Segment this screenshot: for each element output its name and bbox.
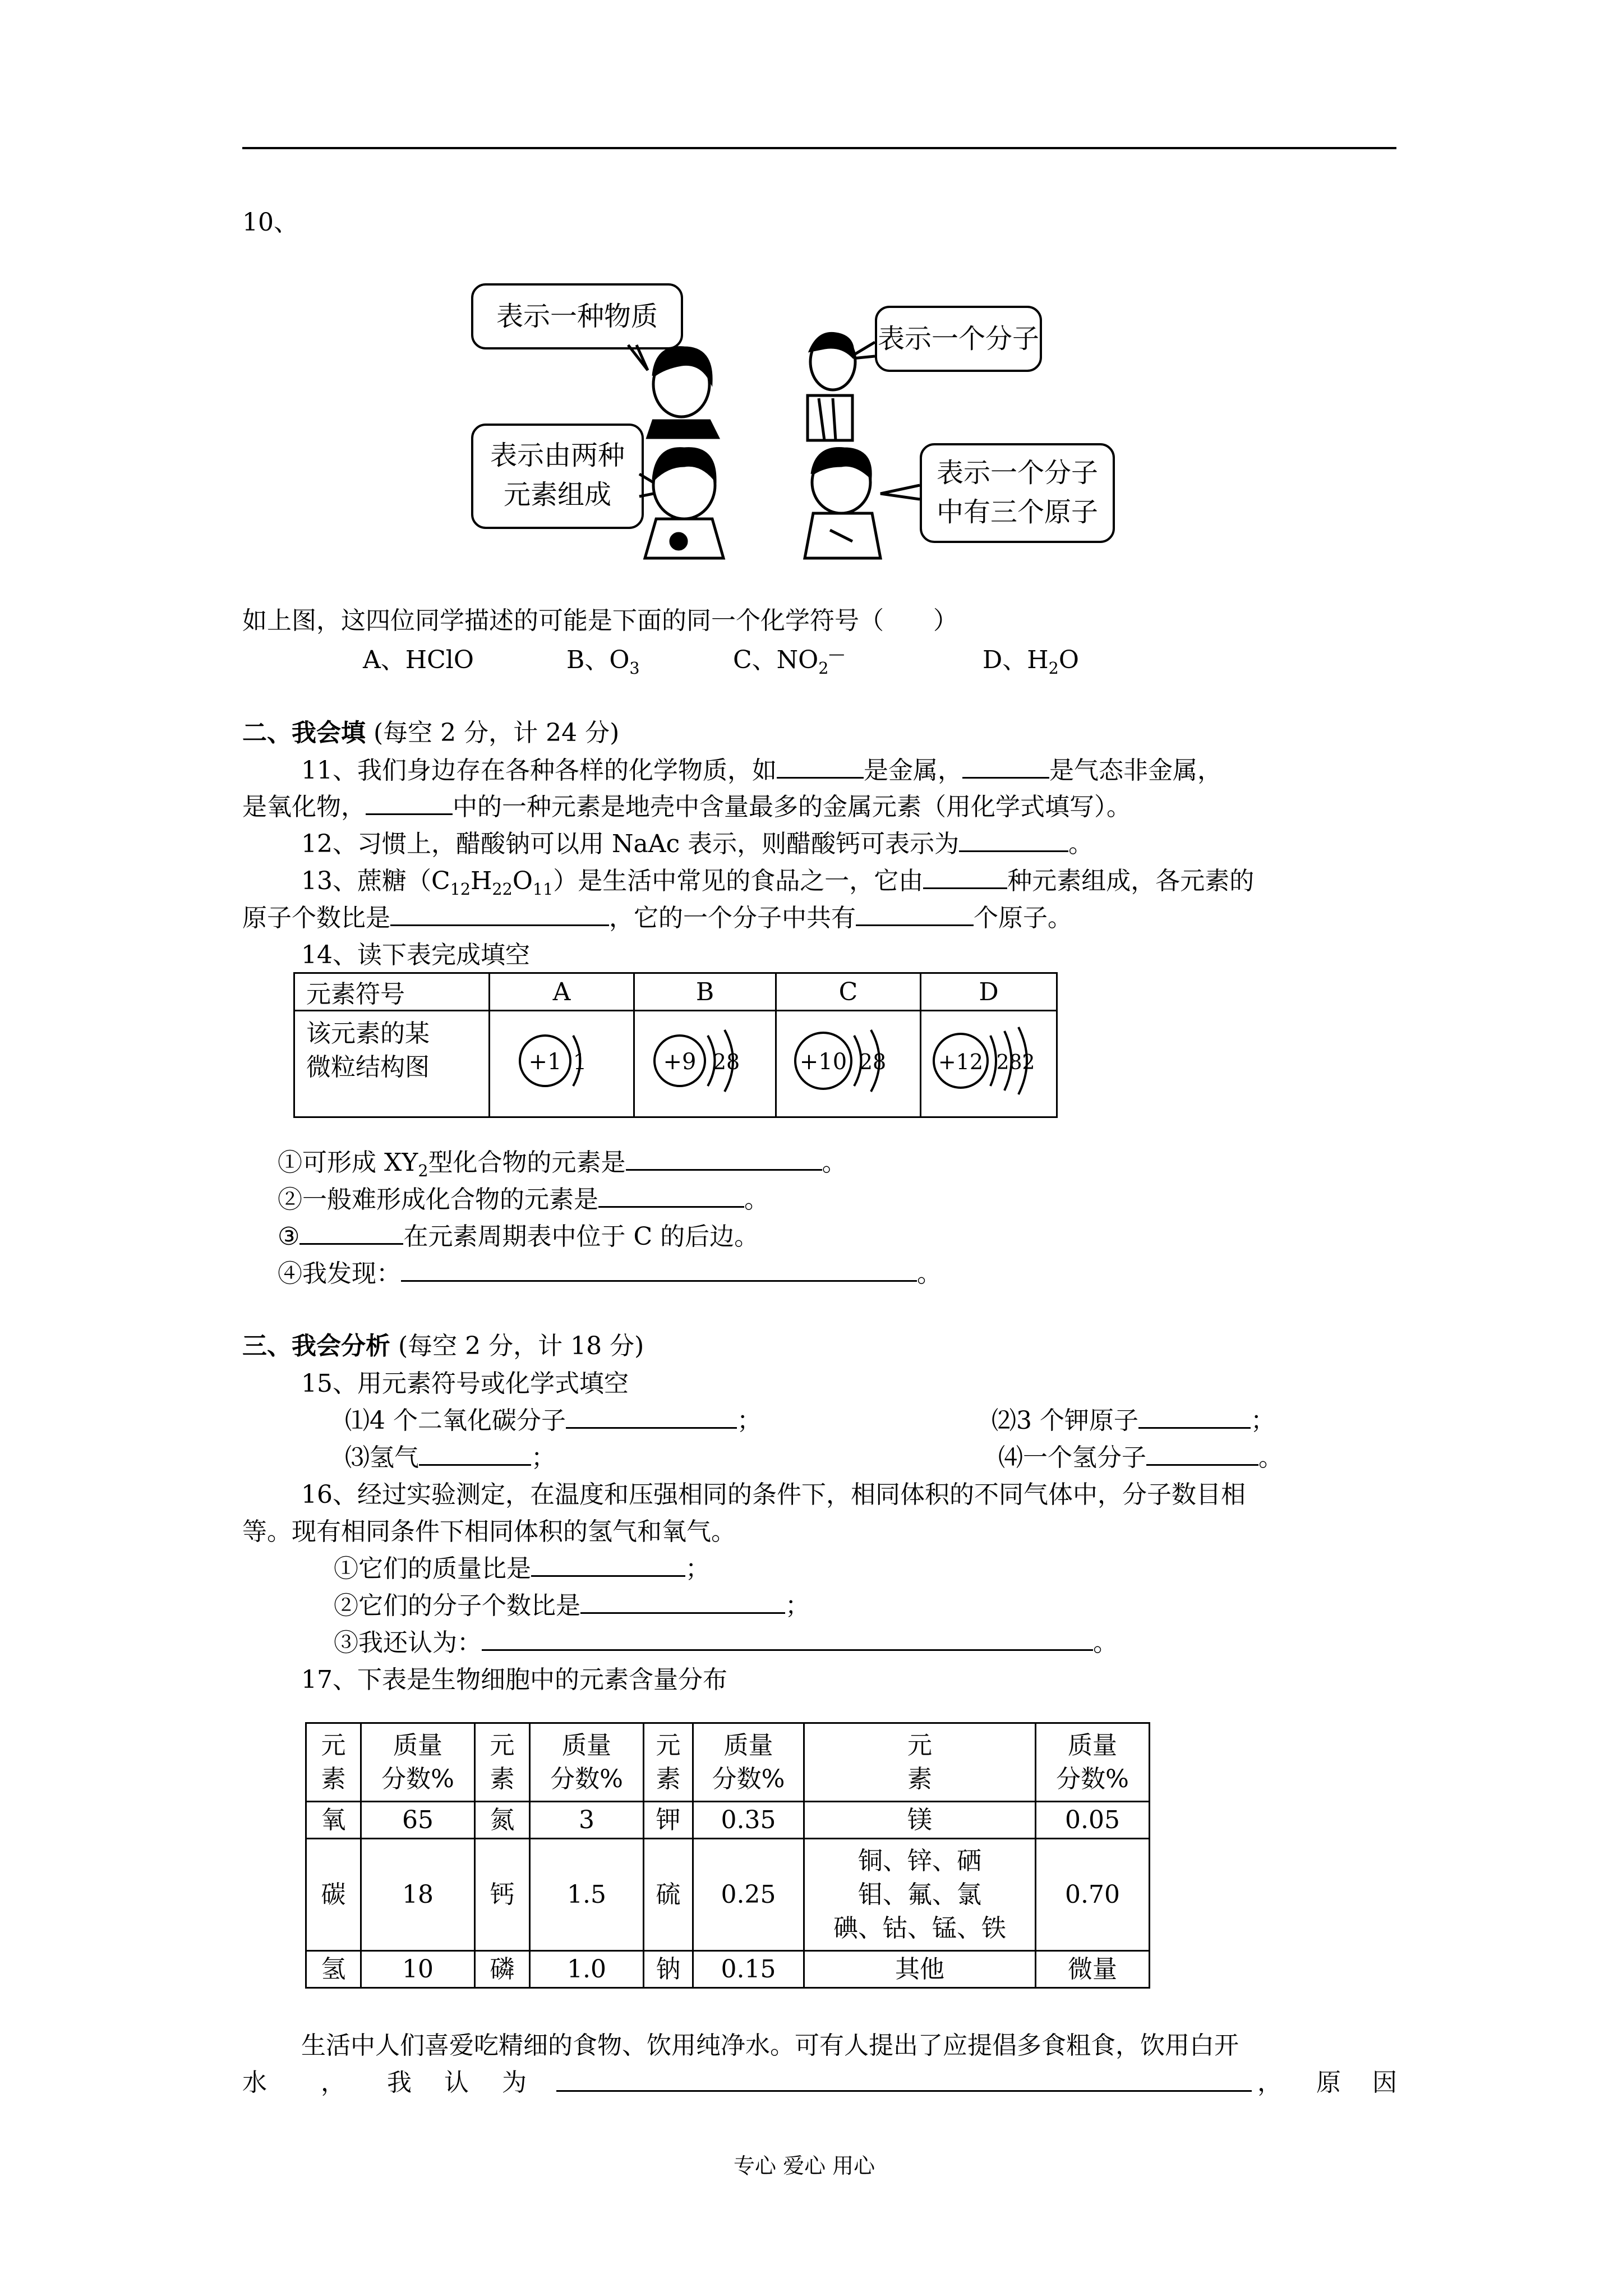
table-header-b: B <box>634 973 776 1011</box>
student-3 <box>645 449 723 558</box>
cell-element-table <box>305 1722 1150 1989</box>
th-element-4: 元 素 <box>804 1723 1036 1802</box>
cell: 镁 <box>804 1802 1036 1839</box>
cell: 1.0 <box>530 1951 644 1988</box>
atom-structure-b <box>634 1011 776 1117</box>
question-number-10: 10、 <box>242 208 298 237</box>
th-mass-3: 质量 分数% <box>693 1723 804 1802</box>
q16-blank-3: ③我还认为： 。 <box>334 1622 1118 1658</box>
table-header-a: A <box>490 973 634 1011</box>
cell: 钠 <box>644 1951 693 1988</box>
th-element-3: 元 素 <box>644 1723 693 1802</box>
atom-structure-a <box>490 1011 634 1117</box>
shells-a: 1 <box>573 1050 587 1074</box>
cell: 0.05 <box>1036 1802 1150 1839</box>
atom-structure-c <box>776 1011 921 1117</box>
th-element-2: 元 素 <box>475 1723 530 1802</box>
q15-blank-4: ⑷一个氢分子 。 <box>998 1437 1283 1473</box>
students-drawing <box>460 278 1172 572</box>
q16-blank-1: ①它们的质量比是 ； <box>334 1548 710 1584</box>
shells-d: 282 <box>996 1051 1035 1074</box>
atom-structure-d <box>921 1011 1057 1117</box>
cell: 钙 <box>475 1839 530 1951</box>
final-paragraph-line1: 生活中人们喜爱吃精细的食物、饮用纯净水。可有人提出了应提倡多食粗食，饮用白开 <box>301 2031 1239 2060</box>
cell: 18 <box>361 1839 475 1951</box>
bubble-two-elements: 表示由两种 元素组成 <box>471 424 644 529</box>
cell: 65 <box>361 1802 475 1839</box>
cell: 0.15 <box>693 1951 804 1988</box>
fill-3: ③ 在元素周期表中位于 C 的后边。 <box>278 1216 759 1252</box>
cell-trace-elements: 铜、锌、硒 钼、氟、氯 碘、钴、锰、铁 <box>804 1839 1036 1951</box>
fill-1: ①可形成 $XY_2$型化合物的元素是 。 <box>278 1142 847 1178</box>
cell: 钾 <box>644 1802 693 1839</box>
question-14: 14、读下表完成填空 <box>301 941 530 969</box>
fill-2: ②一般难形成化合物的元素是 。 <box>278 1179 769 1215</box>
table-row <box>306 1802 1150 1839</box>
question-12: 12、习惯上，醋酸钠可以用 NaAc 表示，则醋酸钙可表示为 。 <box>301 823 1093 859</box>
element-structure-table <box>293 972 1058 1118</box>
cell: 硫 <box>644 1839 693 1951</box>
nucleus-a: +1 <box>528 1049 561 1075</box>
table-row <box>306 1839 1150 1951</box>
section-3-heading: 三、我会分析 (每空 2 分，计 18 分) <box>242 1332 644 1360</box>
nucleus-d: +12 <box>938 1050 983 1074</box>
student-2 <box>808 333 855 440</box>
cell: 10 <box>361 1951 475 1988</box>
cell: 氧 <box>306 1802 361 1839</box>
section-2-heading: 二、我会填 (每空 2 分，计 24 分) <box>242 719 620 747</box>
table-header-d: D <box>921 973 1057 1011</box>
q16-blank-2: ②它们的分子个数比是 ； <box>334 1585 810 1621</box>
q15-blank-3: ⑶氢气 ； <box>345 1437 556 1473</box>
q15-blank-1: ⑴4 个二氧化碳分子 ； <box>345 1400 762 1436</box>
cell: 0.25 <box>693 1839 804 1951</box>
question-10-text: 如上图，这四位同学描述的可能是下面的同一个化学符号（ ） <box>242 606 958 635</box>
cell: 氮 <box>475 1802 530 1839</box>
student-4 <box>805 449 880 558</box>
question-16-line2: 等。现有相同条件下相同体积的氢气和氧气。 <box>242 1517 736 1546</box>
th-element-1: 元 素 <box>306 1723 361 1802</box>
cell: 微量 <box>1036 1951 1150 1988</box>
header-rule <box>242 147 1396 149</box>
shells-c: 28 <box>859 1050 886 1074</box>
q15-blank-2: ⑵3 个钾原子 ； <box>992 1400 1275 1436</box>
fill-4: ④我发现： 。 <box>278 1253 942 1289</box>
option-d: D、$H_2O$ <box>983 646 1079 678</box>
question-13-line1: 13、蔗糖$(C_{12}H_{22}O_{11})$是生活中常见的食品之一，它由 种元素组成，各元素的 <box>301 861 1254 896</box>
option-a: A、HClO <box>363 646 474 674</box>
answer-line <box>556 2065 1252 2092</box>
th-mass-2: 质量 分数% <box>530 1723 644 1802</box>
question-13-line2: 原子个数比是 ，它的一个分子中共有 个原子。 <box>242 898 1072 933</box>
page-footer: 专心 爱心 用心 <box>734 2154 875 2178</box>
question-17: 17、下表是生物细胞中的元素含量分布 <box>301 1665 727 1694</box>
cell: 碳 <box>306 1839 361 1951</box>
cell: 氢 <box>306 1951 361 1988</box>
th-mass-4: 质量 分数% <box>1036 1723 1150 1802</box>
cell: 0.35 <box>693 1802 804 1839</box>
bubble-three-atoms: 表示一个分子 中有三个原子 <box>920 443 1115 543</box>
th-mass-1: 质量 分数% <box>361 1723 475 1802</box>
question-16-line1: 16、经过实验测定，在温度和压强相同的条件下，相同体积的不同气体中，分子数目相 <box>301 1480 1246 1509</box>
cell: 其他 <box>804 1951 1036 1988</box>
question-11-line1: 11、我们身边存在各种各样的化学物质，如 是金属， 是气态非金属， <box>301 750 1222 786</box>
nucleus-b: +9 <box>663 1049 697 1075</box>
option-c: C、$NO_2^—$ <box>733 644 845 678</box>
cartoon-figure <box>460 278 1172 572</box>
cell: 1.5 <box>530 1839 644 1951</box>
cell: 3 <box>530 1802 644 1839</box>
table-header-c: C <box>776 973 921 1011</box>
student-1 <box>648 348 718 438</box>
cell: 0.70 <box>1036 1839 1150 1951</box>
table-row-label: 该元素的某 微粒结构图 <box>294 1011 490 1117</box>
final-paragraph-line2: 水 ， 我 认 为 ， 原 因 <box>242 2062 1396 2096</box>
question-15: 15、用元素符号或化学式填空 <box>301 1369 629 1398</box>
cell: 磷 <box>475 1951 530 1988</box>
shells-b: 28 <box>712 1050 740 1074</box>
table-row <box>306 1951 1150 1988</box>
bubble-molecule: 表示一个分子 <box>875 306 1042 372</box>
option-b: B、$O_3$ <box>566 646 640 678</box>
question-11-line2: 是氧化物， 中的一种元素是地壳中含量最多的金属元素（用化学式填写）。 <box>242 786 1131 822</box>
table-header-label: 元素符号 <box>294 973 490 1011</box>
bubble-substance: 表示一种物质 <box>471 283 683 349</box>
nucleus-c: +10 <box>799 1049 847 1075</box>
